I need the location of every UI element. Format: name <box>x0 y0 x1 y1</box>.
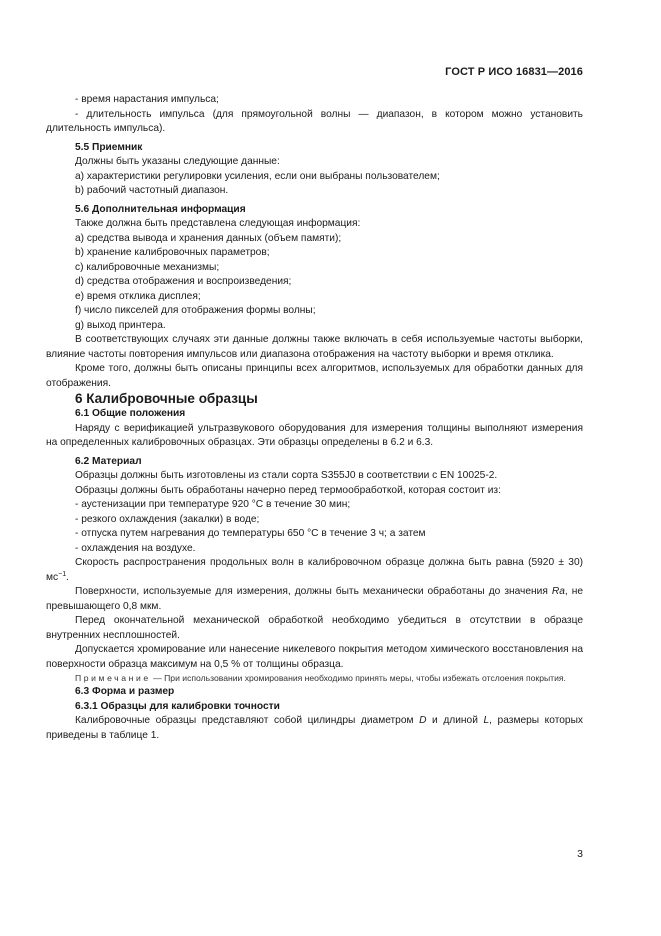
section-heading-5-6: 5.6 Дополнительная информация <box>75 203 246 215</box>
list-item: - время нарастания импульса; <box>75 94 219 105</box>
list-item: - длительность импульса (для прямоугольной волны — диапазон, в котором можно установить длительность импульса). <box>46 108 583 134</box>
paragraph: Также должна быть представлена следующая информация: <box>75 218 361 229</box>
text-run: . <box>66 571 69 583</box>
list-item: - охлаждения на воздухе. <box>75 542 196 554</box>
section-heading-6-2: 6.2 Материал <box>75 455 142 467</box>
page-number: 3 <box>577 848 583 860</box>
paragraph: Наряду с верификацией ультразвукового оборудования для измерения толщины выполняют измерения на определенных калибровочных образцах. Эти образцы определены в 6.2 и 6.3. <box>46 422 583 448</box>
superscript: −1 <box>58 570 67 578</box>
italic-symbol: D <box>419 715 427 726</box>
list-item: d) средства отображения и воспроизведения; <box>75 276 292 287</box>
paragraph: Кроме того, должны быть описаны принципы всех алгоритмов, используемых для обработки данных для отображения. <box>46 363 583 389</box>
paragraph <box>46 585 583 614</box>
text-run: и длиной <box>426 715 484 726</box>
paragraph: Должны быть указаны следующие данные: <box>75 156 280 167</box>
list-item: b) рабочий частотный диапазон. <box>75 185 229 196</box>
note-text: — При использовании хромирования необходимо принять меры, чтобы избежать отслоения покрытия. <box>150 673 566 683</box>
document-header: ГОСТ Р ИСО 16831—2016 <box>445 66 583 78</box>
paragraph: Допускается хромирование или нанесение никелевого покрытия методом химического восстановления на поверхности образца максимум на 0,5 % от толщины образца. <box>46 644 583 670</box>
list-item: a) средства вывода и хранения данных (объем памяти); <box>75 232 342 244</box>
text-run: , не превышающего 0,8 мкм. <box>46 586 583 612</box>
note <box>46 672 583 685</box>
paragraph: В соответствующих случаях эти данные должны также включать в себя используемые частоты выборки, влияние частоты повторения импульсов или диапазона отображения на частоту выборки и время отклика. <box>46 334 583 360</box>
paragraph: Образцы должны быть обработаны начерно перед термообработкой, которая состоит из: <box>75 484 501 496</box>
paragraph <box>46 556 583 585</box>
list-item: - аустенизации при температуре 920 °С в течение 30 мин; <box>75 499 351 510</box>
list-item: - отпуска путем нагревания до температуры 650 °С в течение 3 ч; а затем <box>75 528 426 539</box>
list-item: a) характеристики регулировки усиления, если они выбраны пользователем; <box>75 170 440 182</box>
section-heading-5-5: 5.5 Приемник <box>75 141 143 153</box>
paragraph <box>46 714 583 743</box>
section-heading-6-3: 6.3 Форма и размер <box>75 686 175 697</box>
text-run: Калибровочные образцы представляют собой цилиндры диаметром <box>75 715 420 726</box>
section-heading-6-1: 6.1 Общие положения <box>75 408 186 419</box>
list-item: c) калибровочные механизмы; <box>75 261 220 273</box>
text-run: , размеры которых приведены в таблице 1. <box>46 715 583 741</box>
paragraph: Образцы должны быть изготовлены из стали сорта S355J0 в соответствии с EN 10025-2. <box>75 470 498 481</box>
italic-symbol: L <box>483 715 490 726</box>
list-item: b) хранение калибровочных параметров; <box>75 247 270 258</box>
note-label: Примечание <box>75 673 151 683</box>
list-item: e) время отклика дисплея; <box>75 290 201 302</box>
list-item: - резкого охлаждения (закалки) в воде; <box>75 513 260 525</box>
italic-symbol: Ra <box>551 586 565 597</box>
list-item: f) число пикселей для отображения формы волны; <box>75 305 316 316</box>
list-item: g) выход принтера. <box>75 319 166 331</box>
text-run: Скорость распространения продольных волн в калибровочном образце должна быть равна (5920 ± 30) мс <box>46 557 583 583</box>
text-run: Поверхности, используемые для измерения, должны быть механически обработаны до значения <box>75 586 548 597</box>
section-heading-6-3-1: 6.3.1 Образцы для калибровки точности <box>75 700 280 712</box>
page-body <box>46 93 583 743</box>
paragraph: Перед окончательной механической обработкой необходимо убедиться в отсутствии в образце внутренних несплошностей. <box>46 615 583 641</box>
section-heading-6: 6 Калибровочные образцы <box>75 391 258 406</box>
